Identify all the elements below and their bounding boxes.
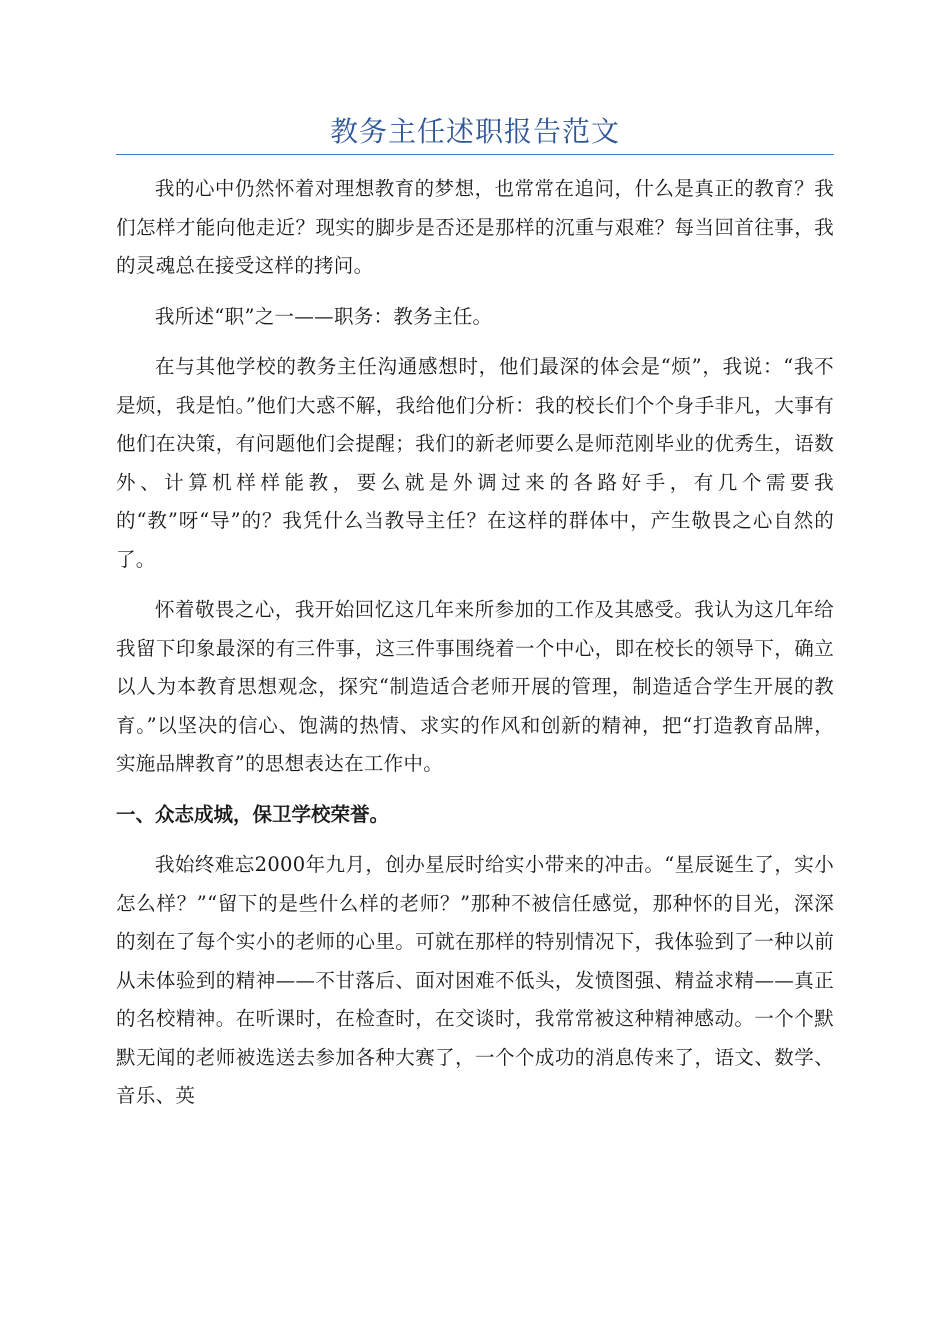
section-paragraph: 我始终难忘2000年九月，创办星辰时给实小带来的冲击。“星辰诞生了，实小怎么样？”“留下的是些什么样的老师？”那种不被信任感觉，那种怀的目光，深深的刻在了每个实小的老师的心里。可就在那样的特别情况下，我体验到了一种以前从未体验到的精神——不甘落后、面对困难不低头，发愤图强、精益求精——真正的名校精神。在听课时，在检查时，在交谈时，我常常被这种精神感动。一个个默默无闻的老师被选送去参加各种大赛了，一个个成功的消息传来了，语文、数学、音乐、英 xyxy=(116,853,834,1107)
section-heading: 一、众志成城，保卫学校荣誉。 xyxy=(116,802,390,826)
paragraph-duty: 我所述“职”之一——职务：教务主任。 xyxy=(155,304,493,328)
paragraph-reflection: 怀着敬畏之心，我开始回忆这几年来所参加的工作及其感受。我认为这几年给我留下印象最深的有三件事，这三件事围绕着一个中心，即在校长的领导下，确立以人为本教育思想观念，探究“制造适合老师开展的管理，制造适合学生开展的教育。”以坚决的信心、饱满的热情、求实的作风和创新的精神，把“打造教育品牌，实施品牌教育”的思想表达在工作中。 xyxy=(116,598,834,775)
paragraph-communication: 在与其他学校的教务主任沟通感想时，他们最深的体会是“烦”，我说：“我不是烦，我是怕。”他们大惑不解，我给他们分析：我的校长们个个身手非凡，大事有他们在决策，有问题他们会提醒；我们的新老师要么是师范刚毕业的优秀生，语数外、计算机样样能教，要么就是外调过来的各路好手，有几个需要我的“教”呀“导”的？我凭什么当教导主任？在这样的群体中，产生敬畏之心自然的了。 xyxy=(116,355,834,571)
document-title: 教务主任述职报告范文 xyxy=(329,115,620,148)
title-underline xyxy=(116,154,834,155)
paragraph-intro: 我的心中仍然怀着对理想教育的梦想，也常常在追问，什么是真正的教育？我们怎样才能向他走近？现实的脚步是否还是那样的沉重与艰难？每当回首往事，我的灵魂总在接受这样的拷问。 xyxy=(116,177,834,277)
document-body xyxy=(116,170,834,1128)
